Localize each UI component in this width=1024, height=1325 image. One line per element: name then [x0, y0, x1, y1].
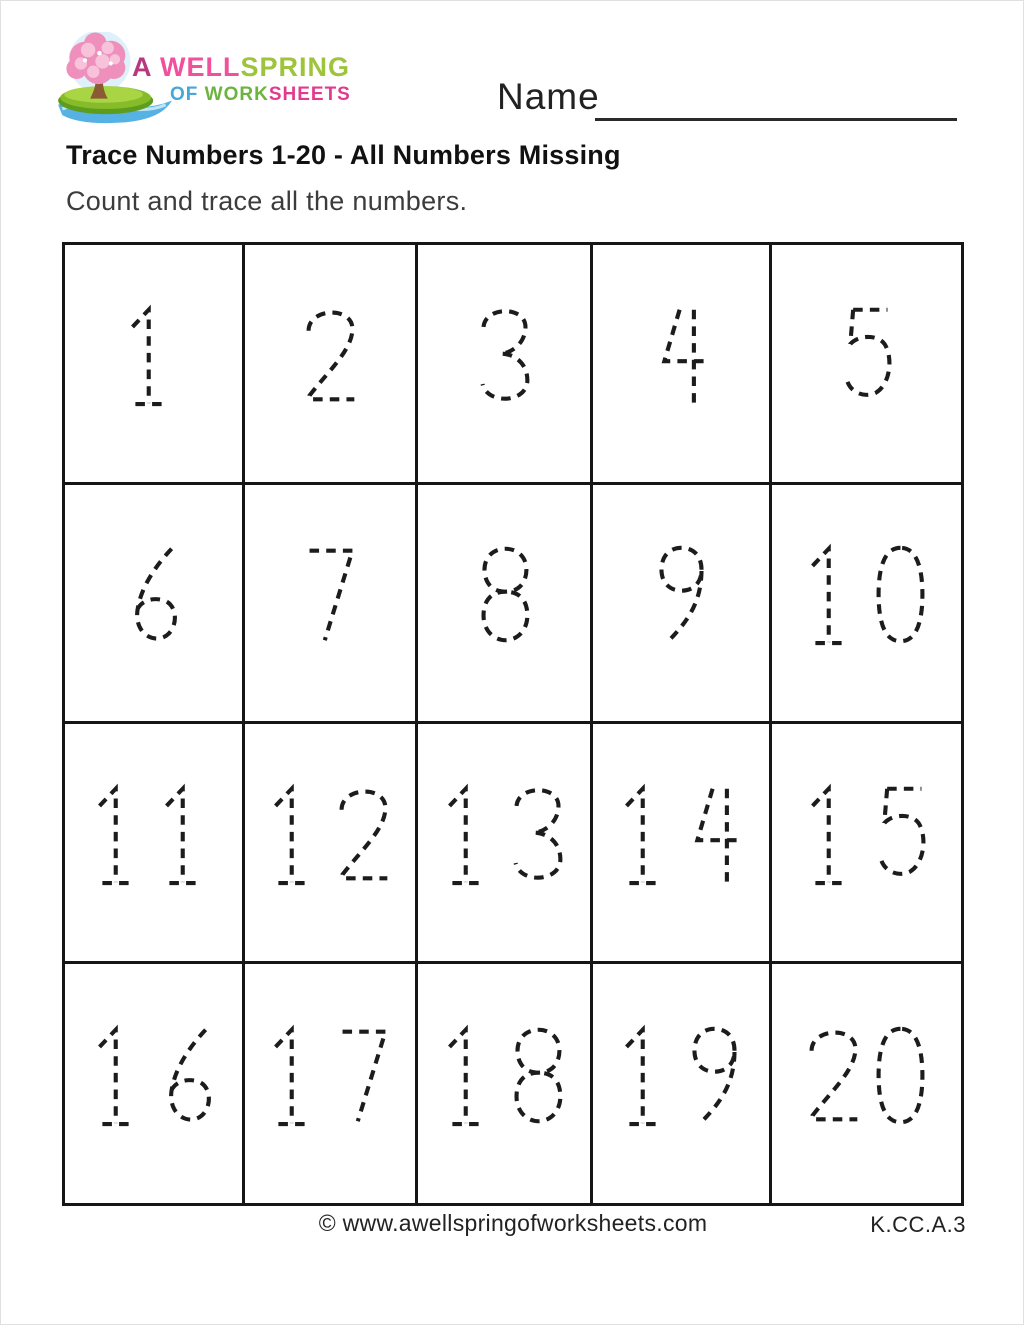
trace-cell-18 [418, 964, 593, 1204]
digit-1-glyph [90, 779, 151, 890]
page-title: Trace Numbers 1-20 - All Numbers Missing [66, 140, 621, 170]
trace-cell-6 [65, 485, 245, 725]
digit-1-glyph [617, 779, 678, 890]
name-label: Name [497, 76, 600, 117]
digit-4-glyph [684, 779, 745, 890]
digit-1-glyph [266, 1020, 327, 1131]
digit-1-glyph [803, 779, 864, 890]
digit-7-glyph [333, 1020, 394, 1131]
standard-code: K.CC.A.3 [870, 1212, 966, 1237]
footer-copyright: © www.awellspringofworksheets.com [318, 1210, 708, 1236]
digit-6-glyph [123, 539, 184, 650]
logo-wordmark-line1 [132, 52, 350, 83]
digit-2-glyph [333, 779, 394, 890]
digit-1-glyph [90, 1020, 151, 1131]
digit-0-glyph [870, 539, 931, 650]
digit-3-glyph [507, 779, 568, 890]
trace-cell-9 [593, 485, 772, 725]
trace-cell-17 [245, 964, 418, 1204]
digit-1-glyph [123, 300, 184, 411]
digit-2-glyph [300, 300, 361, 411]
trace-cell-1 [65, 245, 245, 485]
digit-1-glyph [157, 779, 218, 890]
site-logo [54, 26, 354, 126]
instructions-text: Count and trace all the numbers. [66, 186, 468, 216]
trace-cell-3 [418, 245, 593, 485]
digit-9-glyph [684, 1020, 745, 1131]
trace-cell-4 [593, 245, 772, 485]
logo-text-of: OF [170, 84, 199, 105]
digit-1-glyph [617, 1020, 678, 1131]
trace-cell-19 [593, 964, 772, 1204]
digit-7-glyph [300, 539, 361, 650]
logo-text-sheets: SHEETS [268, 84, 351, 105]
digit-5-glyph [870, 779, 931, 890]
digit-3-glyph [474, 300, 535, 411]
logo-text-spring: SPRING [240, 52, 351, 82]
logo-text-work: WORK [204, 84, 269, 105]
trace-cell-13 [418, 724, 593, 964]
logo-wordmark-line2 [170, 84, 351, 106]
digit-8-glyph [507, 1020, 568, 1131]
trace-cell-16 [65, 964, 245, 1204]
digit-8-glyph [474, 539, 535, 650]
digit-9-glyph [651, 539, 712, 650]
digit-1-glyph [803, 539, 864, 650]
trace-cell-5 [772, 245, 961, 485]
trace-cell-20 [772, 964, 961, 1204]
digit-5-glyph [836, 300, 897, 411]
trace-cell-7 [245, 485, 418, 725]
digit-1-glyph [266, 779, 327, 890]
trace-cell-15 [772, 724, 961, 964]
trace-cell-12 [245, 724, 418, 964]
name-field [497, 76, 962, 124]
logo-text-well: WELL [160, 52, 241, 82]
digit-4-glyph [651, 300, 712, 411]
digit-1-glyph [440, 779, 501, 890]
digit-2-glyph [803, 1020, 864, 1131]
trace-cell-11 [65, 724, 245, 964]
digit-1-glyph [440, 1020, 501, 1131]
trace-cell-14 [593, 724, 772, 964]
trace-number-grid [62, 242, 964, 1206]
digit-6-glyph [157, 1020, 218, 1131]
digit-0-glyph [870, 1020, 931, 1131]
trace-cell-10 [772, 485, 961, 725]
trace-cell-2 [245, 245, 418, 485]
logo-text-a: A [132, 52, 152, 82]
trace-cell-8 [418, 485, 593, 725]
name-write-line [595, 118, 957, 121]
